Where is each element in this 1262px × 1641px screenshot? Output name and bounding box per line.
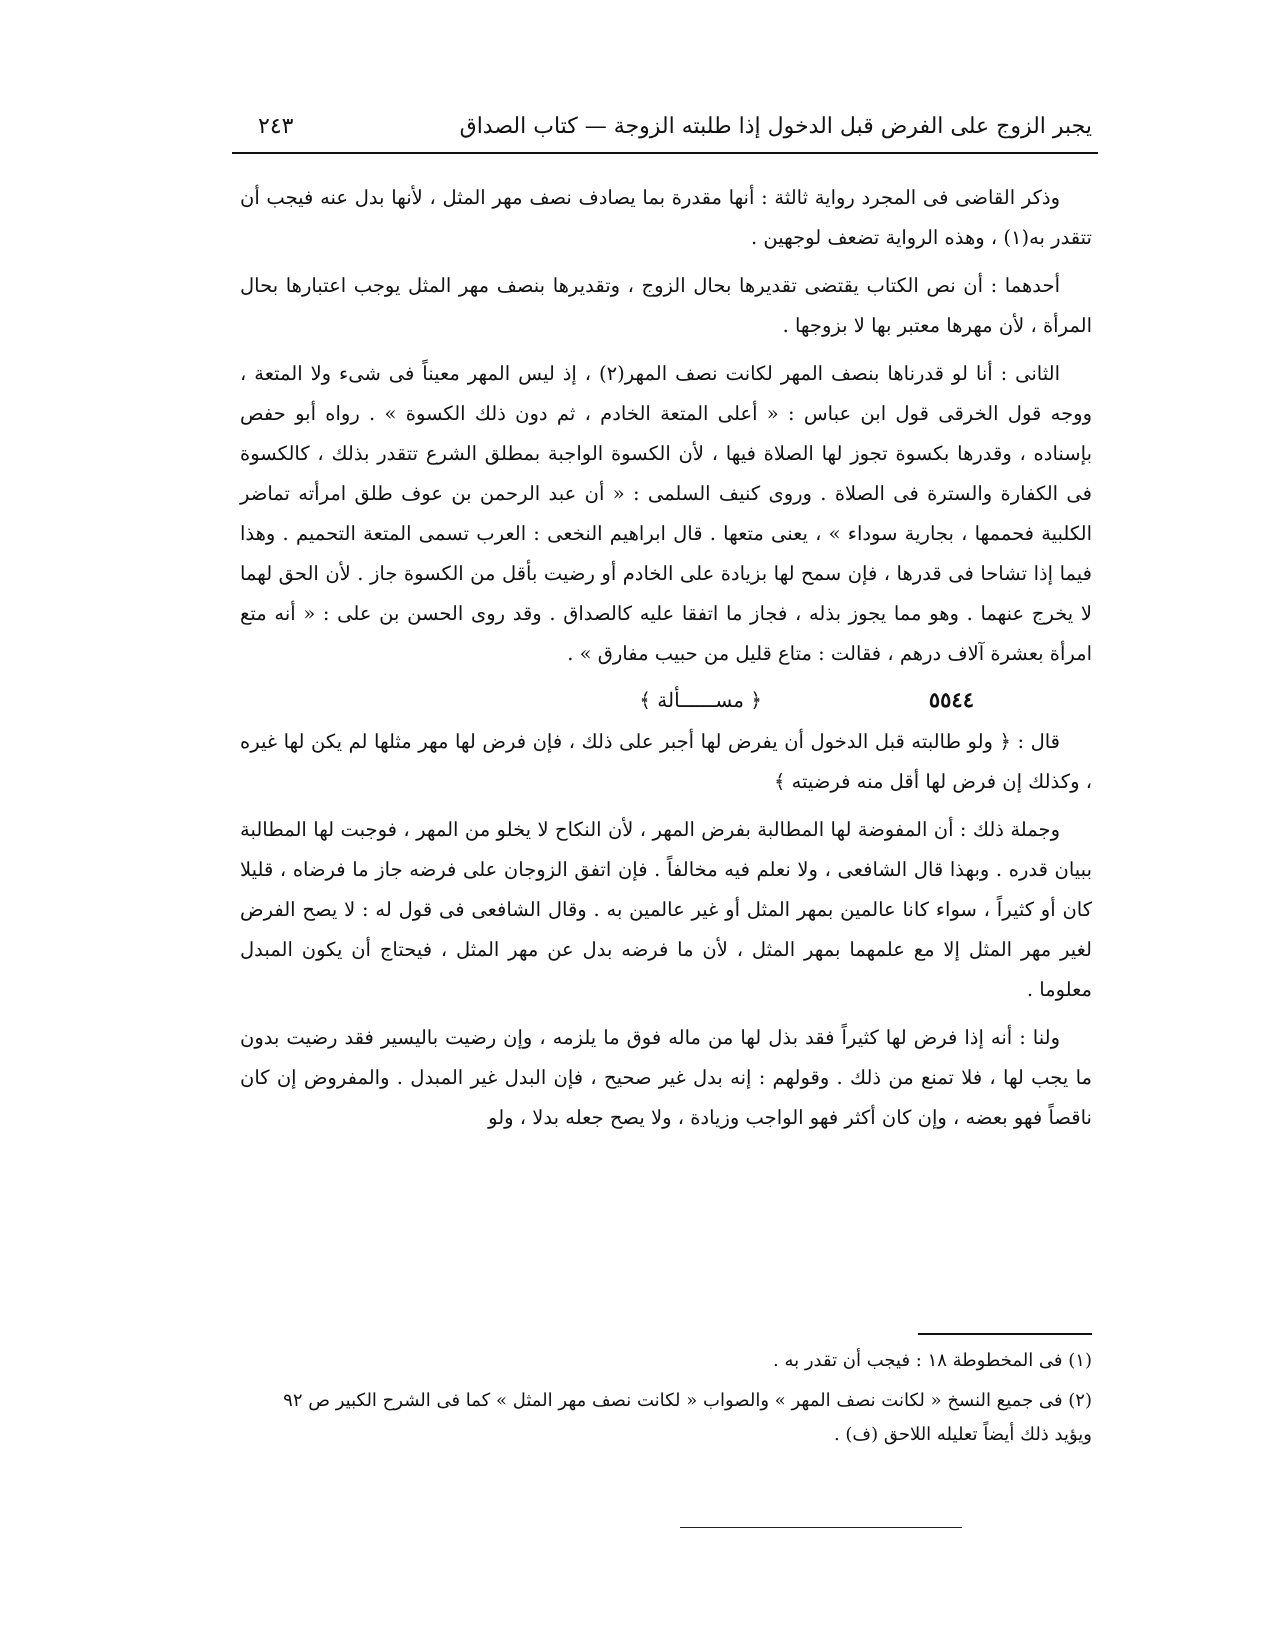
header-rule <box>232 152 1098 154</box>
page-header <box>236 108 1094 148</box>
body-text <box>240 178 1092 1146</box>
paragraph-matn: قال : ﴿ ولو طالبته قبل الدخول أن يفرض لها أجبر على ذلك ، فإن فرض لها مهر مثلها لم يكن لها غيره ، وكذلك إن فرض لها أقل منه فرضيته ﴾ <box>240 730 1092 793</box>
masala-title: ﴿ مســــــألة ﴾ <box>639 688 762 712</box>
paragraph-second-reason: الثانى : أنا لو قدرناها بنصف المهر لكانت نصف المهر(٢) ، إذ ليس المهر معيناً فى شىء ولا المتعة ، ووجه قول الخرقى قول ابن عباس : « أعلى المتعة الخادم ، ثم دون ذلك الكسوة » . رواه أبو حفص بإسناده ، وقدرها بكسوة تجوز لها الصلاة فيها ، لأن الكسوة الواجبة بمطلق الشرع تتقدر بذلك ، كالكسوة فى الكفارة والسترة فى الصلاة . وروى كنيف السلمى : « أن عبد الرحمن بن عوف طلق امرأته تماضر الكلبية فحممها ، بجارية سوداء » ، يعنى متعها . قال ابراهيم النخعى : العرب تسمى المتعة التحميم . وهذا فيما إذا تشاحا فى قدرها ، فإن سمح لها بزيادة على الخادم أو رضيت بأقل من الكسوة جاز . لأن الحق لهما لا يخرج عنهما . وهو مما يجوز بذله ، فجاز ما اتفقا عليه كالصداق . وقد روى الحسن بن على : « أنه متع امرأة بعشرة آلاف درهم ، فقالت : متاع قليل من حبيب مفارق » . <box>240 362 1092 665</box>
footnote-2-continuation: ويؤيد ذلك أيضاً تعليله اللاحق (ف) . <box>833 1424 1092 1445</box>
footnote-1: (١) فى المخطوطة ١٨ : فيجب أن تقدر به . <box>773 1350 1092 1371</box>
masala-number: ٥٥٤٤ <box>928 687 974 712</box>
bottom-rule <box>680 1527 962 1528</box>
running-title: يجبر الزوج على الفرض قبل الدخول إذا طلبته الزوجة — كتاب الصداق <box>459 114 1092 139</box>
footnote-2: (٢) فى جميع النسخ « لكانت نصف المهر » والصواب « لكانت نصف مهر المثل » كما فى الشرح الكبير ص ٩٢ <box>283 1390 1092 1411</box>
paragraph-first-reason: أحدهما : أن نص الكتاب يقتضى تقديرها بحال الزوج ، وتقديرها بنصف مهر المثل يوجب اعتبارها بحال المرأة ، لأن مهرها معتبر بها لا بزوجها . <box>240 274 1092 337</box>
footnote-rule <box>918 1333 1092 1335</box>
paragraph-third-narration: وذكر القاضى فى المجرد رواية ثالثة : أنها مقدرة بما يصادف نصف مهر المثل ، لأنها بدل عنه فيجب أن تتقدر به(١) ، وهذه الرواية تضعف لوجهين . <box>240 186 1092 249</box>
masala-heading <box>240 680 1092 720</box>
paragraph-explanation: وجملة ذلك : أن المفوضة لها المطالبة بفرض المهر ، لأن النكاح لا يخلو من المهر ، فوجبت لها المطالبة ببيان قدره . وبهذا قال الشافعى ، ولا نعلم فيه مخالفاً . فإن اتفق الزوجان على فرضه جاز ما فرضاه ، قليلا كان أو كثيراً ، سواء كانا عالمين بمهر المثل أو غير عالمين به . وقال الشافعى فى قول له : لا يصح الفرض لغير مهر المثل إلا مع علمهما بمهر المثل ، لأن ما فرضه بدل عن مهر المثل ، فيحتاج أن يكون المبدل معلوما . <box>240 818 1092 1001</box>
page-number: ٢٤٣ <box>258 114 294 139</box>
paragraph-evidence: ولنا : أنه إذا فرض لها كثيراً فقد بذل لها من ماله فوق ما يلزمه ، وإن رضيت باليسير فقد رضيت بدون ما يجب لها ، فلا تمنع من ذلك . وقولهم : إنه بدل غير صحيح ، فإن البدل غير المبدل . والمفروض إن كان ناقصاً فهو بعضه ، وإن كان أكثر فهو الواجب وزيادة ، ولا يصح جعله بدلا ، ولو <box>240 1026 1092 1129</box>
footnotes <box>240 1344 1092 1458</box>
